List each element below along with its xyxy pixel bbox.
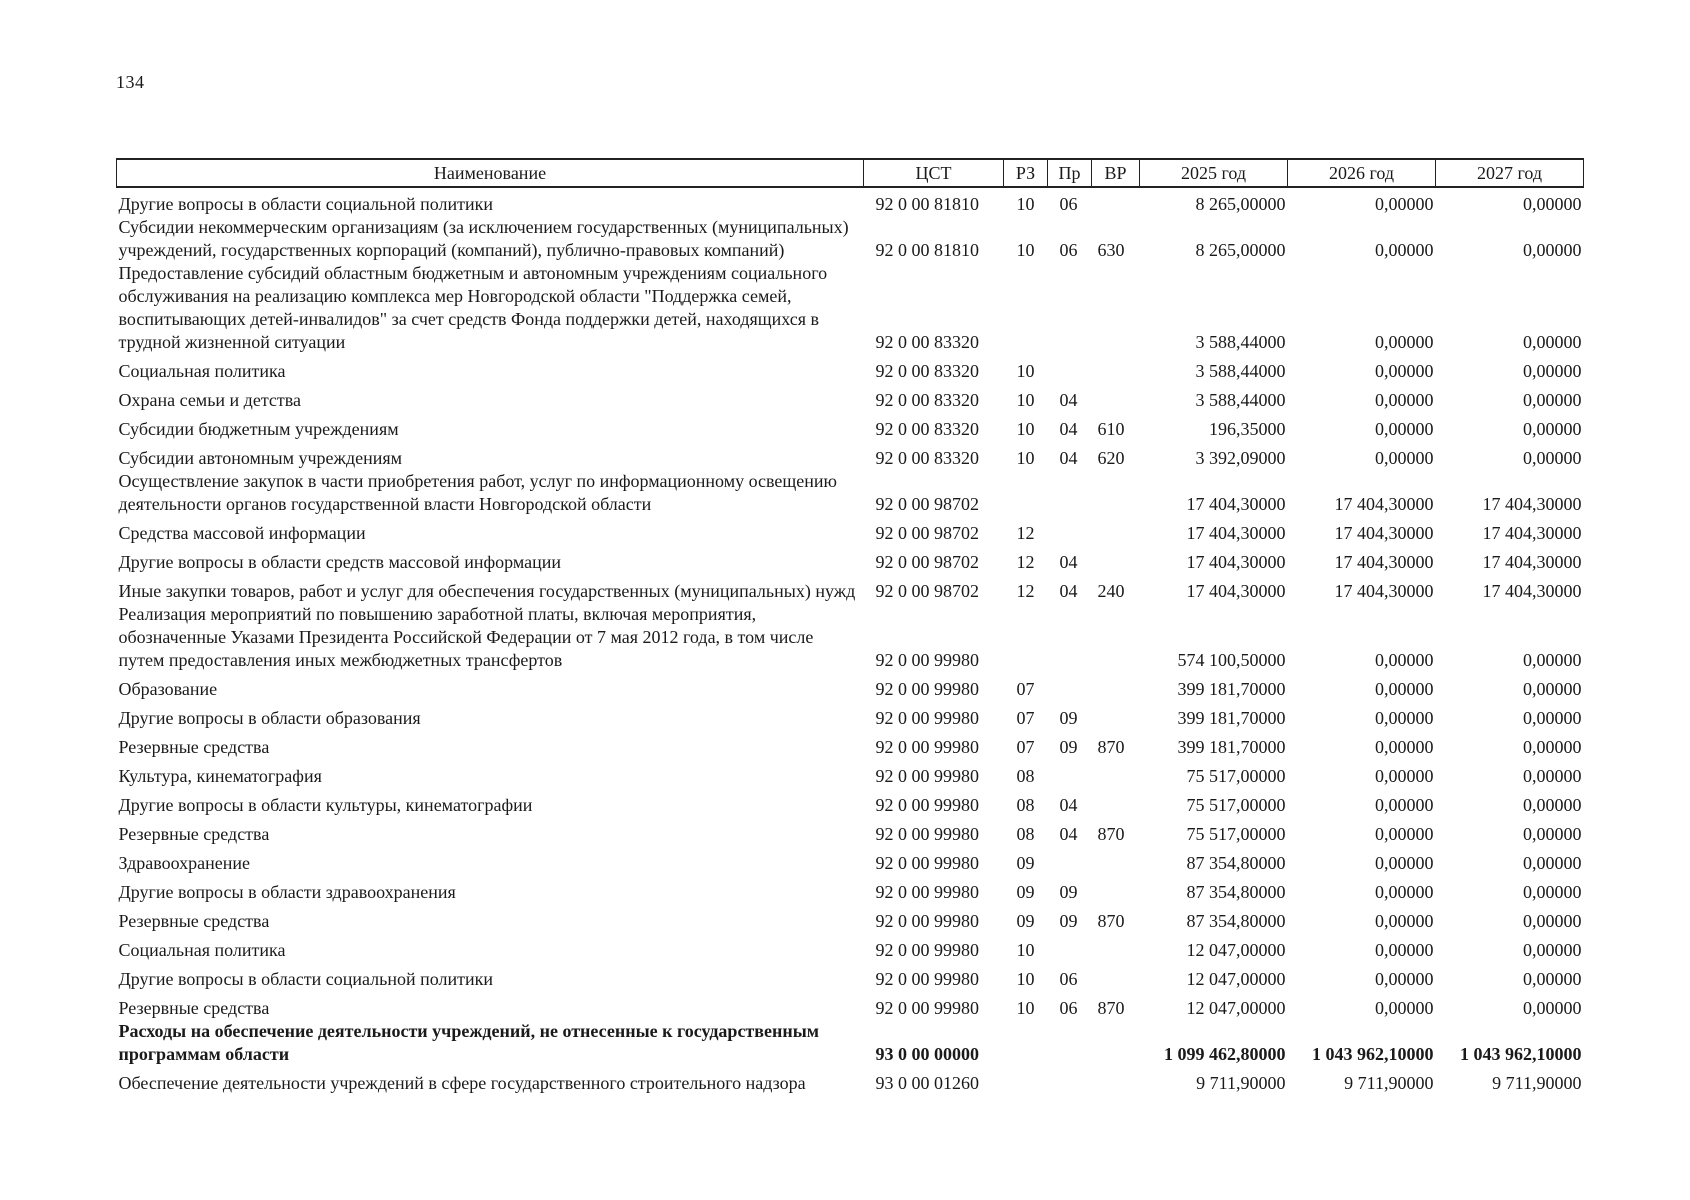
cell-rz: 10 (1016, 940, 1035, 960)
cell-name: Предоставление субсидий областным бюджетным и автономным учреждениям социального обслуживания на реализацию комплекса мер Новгородской области "Поддержка семей, воспитывающих детей-инвалидов" за счет средств Фонда поддержки детей, находящихся в трудной жизненной ситуации (118, 263, 828, 352)
cell-2026: 0,00000 (1375, 390, 1434, 410)
cell-2026: 0,00000 (1375, 708, 1434, 728)
cell-2026: 9 711,90000 (1344, 1073, 1434, 1093)
cell-vr (1092, 701, 1140, 730)
cell-2025: 9 711,90000 (1196, 1073, 1286, 1093)
cell-2025: 3 588,44000 (1195, 361, 1286, 381)
cell-cst: 92 0 00 83320 (875, 448, 979, 468)
cell-cst: 92 0 00 99980 (875, 737, 979, 757)
cell-cst: 92 0 00 99980 (875, 911, 979, 931)
cell-2025: 399 181,70000 (1177, 708, 1286, 728)
table-row (117, 516, 1584, 545)
header-vr: ВР (1092, 159, 1140, 187)
cell-rz: 10 (1016, 998, 1035, 1018)
cell-2026: 0,00000 (1375, 911, 1434, 931)
cell-2027: 0,00000 (1523, 679, 1582, 699)
cell-2025: 3 588,44000 (1195, 390, 1286, 410)
cell-cst: 92 0 00 99980 (875, 940, 979, 960)
cell-2025: 87 354,80000 (1186, 853, 1286, 873)
cell-name: Обеспечение деятельности учреждений в сфере государственного строительного надзора (118, 1073, 806, 1093)
cell-rz: 10 (1016, 194, 1035, 214)
cell-2026: 17 404,30000 (1334, 581, 1434, 601)
cell-rz (1004, 1020, 1048, 1066)
cell-2026: 0,00000 (1375, 194, 1434, 214)
cell-name: Резервные средства (118, 824, 270, 844)
cell-2027: 17 404,30000 (1482, 581, 1582, 601)
cell-vr (1092, 962, 1140, 991)
cell-rz: 10 (1016, 969, 1035, 989)
table-row (117, 788, 1584, 817)
cell-name: Другие вопросы в области средств массовой информации (118, 552, 562, 572)
cell-2025: 3 392,09000 (1195, 448, 1286, 468)
cell-2025: 75 517,00000 (1186, 824, 1286, 844)
cell-2027: 1 043 962,10000 (1460, 1044, 1582, 1064)
cell-2025: 8 265,00000 (1195, 194, 1286, 214)
cell-rz: 10 (1016, 240, 1035, 260)
cell-pr: 06 (1059, 969, 1078, 989)
cell-cst: 92 0 00 98702 (875, 494, 979, 514)
cell-pr: 09 (1059, 737, 1078, 757)
table-row (117, 672, 1584, 701)
cell-2025: 196,35000 (1209, 419, 1286, 439)
cell-rz: 10 (1016, 390, 1035, 410)
cell-2025: 17 404,30000 (1186, 494, 1286, 514)
cell-rz: 08 (1016, 766, 1035, 786)
cell-name: Здравоохранение (118, 853, 251, 873)
header-2027: 2027 год (1436, 159, 1584, 187)
cell-name: Иные закупки товаров, работ и услуг для обеспечения государственных (муниципальных) нужд (118, 581, 856, 601)
cell-pr (1048, 262, 1092, 354)
cell-2026: 0,00000 (1375, 766, 1434, 786)
cell-rz: 07 (1016, 679, 1035, 699)
cell-pr: 04 (1059, 552, 1078, 572)
cell-cst: 92 0 00 99980 (875, 998, 979, 1018)
cell-2026: 0,00000 (1375, 679, 1434, 699)
cell-rz: 09 (1016, 882, 1035, 902)
cell-vr (1092, 470, 1140, 516)
cell-2027: 17 404,30000 (1482, 523, 1582, 543)
cell-cst: 92 0 00 99980 (875, 824, 979, 844)
cell-name: Резервные средства (118, 998, 270, 1018)
cell-cst: 92 0 00 83320 (875, 361, 979, 381)
cell-vr (1092, 354, 1140, 383)
cell-rz: 10 (1016, 361, 1035, 381)
cell-2027: 0,00000 (1523, 853, 1582, 873)
page-number: 134 (116, 72, 145, 92)
cell-name: Социальная политика (118, 940, 286, 960)
cell-vr: 870 (1097, 911, 1125, 931)
cell-name: Осуществление закупок в части приобретения работ, услуг по информационному освещению деятельности органов государственной власти Новгородской области (118, 471, 837, 514)
cell-2027: 0,00000 (1523, 332, 1582, 352)
cell-name: Другие вопросы в области социальной политики (118, 969, 494, 989)
cell-name: Субсидии бюджетным учреждениям (118, 419, 399, 439)
cell-pr (1048, 846, 1092, 875)
cell-cst: 92 0 00 98702 (875, 523, 979, 543)
cell-vr (1092, 603, 1140, 672)
cell-2026: 0,00000 (1375, 332, 1434, 352)
cell-vr (1092, 516, 1140, 545)
cell-pr (1048, 603, 1092, 672)
cell-2026: 0,00000 (1375, 940, 1434, 960)
cell-cst: 92 0 00 99980 (875, 708, 979, 728)
cell-name: Другие вопросы в области культуры, кинематографии (118, 795, 533, 815)
cell-pr: 06 (1059, 194, 1078, 214)
cell-2027: 0,00000 (1523, 911, 1582, 931)
cell-2027: 9 711,90000 (1492, 1073, 1582, 1093)
table-row (117, 470, 1584, 516)
table-row (117, 603, 1584, 672)
cell-2026: 0,00000 (1375, 882, 1434, 902)
table-row (117, 545, 1584, 574)
cell-2027: 0,00000 (1523, 448, 1582, 468)
cell-rz: 10 (1016, 448, 1035, 468)
cell-cst: 92 0 00 81810 (875, 194, 979, 214)
cell-2025: 17 404,30000 (1186, 581, 1286, 601)
cell-2027: 0,00000 (1523, 361, 1582, 381)
cell-2025: 3 588,44000 (1195, 332, 1286, 352)
cell-pr: 04 (1059, 448, 1078, 468)
cell-name: Резервные средства (118, 737, 270, 757)
cell-rz: 08 (1016, 824, 1035, 844)
cell-vr: 870 (1097, 998, 1125, 1018)
table-header (117, 159, 1584, 187)
cell-cst: 92 0 00 81810 (875, 240, 979, 260)
table-row (117, 216, 1584, 262)
cell-pr: 04 (1059, 581, 1078, 601)
table-row (117, 187, 1584, 216)
cell-pr: 09 (1059, 911, 1078, 931)
cell-2025: 399 181,70000 (1177, 679, 1286, 699)
cell-rz: 09 (1016, 853, 1035, 873)
cell-rz: 10 (1016, 419, 1035, 439)
cell-cst: 92 0 00 83320 (875, 390, 979, 410)
cell-pr: 04 (1059, 419, 1078, 439)
table-row (117, 875, 1584, 904)
table-row (117, 933, 1584, 962)
cell-name: Образование (118, 679, 218, 699)
cell-2026: 0,00000 (1375, 240, 1434, 260)
cell-rz: 08 (1016, 795, 1035, 815)
cell-pr: 09 (1059, 882, 1078, 902)
header-rz: РЗ (1004, 159, 1048, 187)
cell-2027: 0,00000 (1523, 708, 1582, 728)
table-row (117, 759, 1584, 788)
cell-vr (1092, 933, 1140, 962)
table-row (117, 574, 1584, 603)
cell-vr (1092, 545, 1140, 574)
budget-table (116, 158, 1584, 1095)
cell-2025: 574 100,50000 (1177, 650, 1286, 670)
table-row (117, 441, 1584, 470)
table-row (117, 962, 1584, 991)
cell-rz: 09 (1016, 911, 1035, 931)
cell-pr (1048, 516, 1092, 545)
cell-2026: 17 404,30000 (1334, 494, 1434, 514)
cell-2027: 0,00000 (1523, 882, 1582, 902)
cell-2025: 12 047,00000 (1186, 969, 1286, 989)
cell-vr (1092, 672, 1140, 701)
cell-name: Культура, кинематография (118, 766, 322, 786)
cell-2026: 0,00000 (1375, 998, 1434, 1018)
cell-rz (1004, 262, 1048, 354)
cell-name: Реализация мероприятий по повышению заработной платы, включая мероприятия, обозначенные Указами Президента Российской Федерации от 7 мая 2012 года, в том числе путем предоставления иных межбюджетных трансфертов (118, 604, 814, 670)
cell-cst: 92 0 00 99980 (875, 882, 979, 902)
cell-cst: 92 0 00 99980 (875, 969, 979, 989)
cell-2025: 17 404,30000 (1186, 523, 1286, 543)
cell-2026: 1 043 962,10000 (1312, 1044, 1434, 1064)
cell-name: Другие вопросы в области здравоохранения (118, 882, 456, 902)
cell-2025: 8 265,00000 (1195, 240, 1286, 260)
cell-pr: 09 (1059, 708, 1078, 728)
cell-pr (1048, 1066, 1092, 1095)
cell-cst: 92 0 00 99980 (875, 795, 979, 815)
cell-rz (1004, 1066, 1048, 1095)
cell-vr (1092, 262, 1140, 354)
cell-pr (1048, 354, 1092, 383)
cell-2025: 75 517,00000 (1186, 795, 1286, 815)
cell-2027: 17 404,30000 (1482, 494, 1582, 514)
cell-2027: 17 404,30000 (1482, 552, 1582, 572)
table-row (117, 730, 1584, 759)
cell-cst: 92 0 00 99980 (875, 679, 979, 699)
cell-vr (1092, 759, 1140, 788)
header-cst: ЦСТ (864, 159, 1004, 187)
table-row (117, 412, 1584, 441)
cell-2026: 0,00000 (1375, 361, 1434, 381)
cell-name: Субсидии некоммерческим организациям (за исключением государственных (муниципальных) учреждений, государственных корпораций (компаний), публично-правовых компаний) (118, 217, 849, 260)
header-pr: Пр (1048, 159, 1092, 187)
cell-2027: 0,00000 (1523, 419, 1582, 439)
cell-vr: 870 (1097, 737, 1125, 757)
cell-2027: 0,00000 (1523, 940, 1582, 960)
cell-2027: 0,00000 (1523, 824, 1582, 844)
cell-2027: 0,00000 (1523, 240, 1582, 260)
cell-vr (1092, 846, 1140, 875)
cell-vr: 630 (1097, 240, 1125, 260)
cell-vr (1092, 1020, 1140, 1066)
cell-cst: 92 0 00 83320 (875, 332, 979, 352)
cell-vr (1092, 875, 1140, 904)
cell-cst: 92 0 00 83320 (875, 419, 979, 439)
cell-2025: 12 047,00000 (1186, 940, 1286, 960)
table-row (117, 1020, 1584, 1066)
cell-vr: 610 (1097, 419, 1125, 439)
cell-vr (1092, 788, 1140, 817)
cell-2026: 0,00000 (1375, 853, 1434, 873)
cell-pr (1048, 759, 1092, 788)
cell-name: Другие вопросы в области образования (118, 708, 421, 728)
header-2026: 2026 год (1288, 159, 1436, 187)
cell-2027: 0,00000 (1523, 737, 1582, 757)
cell-vr: 620 (1097, 448, 1125, 468)
cell-2025: 75 517,00000 (1186, 766, 1286, 786)
cell-cst: 92 0 00 99980 (875, 853, 979, 873)
cell-2026: 0,00000 (1375, 448, 1434, 468)
cell-name: Субсидии автономным учреждениям (118, 448, 403, 468)
cell-2027: 0,00000 (1523, 969, 1582, 989)
cell-name: Социальная политика (118, 361, 286, 381)
cell-pr: 06 (1059, 998, 1078, 1018)
cell-2025: 399 181,70000 (1177, 737, 1286, 757)
table-row (117, 904, 1584, 933)
cell-pr (1048, 1020, 1092, 1066)
cell-2027: 0,00000 (1523, 766, 1582, 786)
cell-cst: 92 0 00 98702 (875, 581, 979, 601)
cell-2026: 0,00000 (1375, 650, 1434, 670)
cell-pr (1048, 933, 1092, 962)
cell-rz (1004, 603, 1048, 672)
cell-name: Охрана семьи и детства (118, 390, 302, 410)
table-row (117, 383, 1584, 412)
cell-2027: 0,00000 (1523, 194, 1582, 214)
cell-pr: 06 (1059, 240, 1078, 260)
cell-cst: 92 0 00 98702 (875, 552, 979, 572)
cell-rz: 12 (1016, 552, 1035, 572)
table-row (117, 262, 1584, 354)
cell-name: Резервные средства (118, 911, 270, 931)
table-row (117, 991, 1584, 1020)
cell-2027: 0,00000 (1523, 998, 1582, 1018)
cell-2025: 87 354,80000 (1186, 911, 1286, 931)
cell-2026: 0,00000 (1375, 969, 1434, 989)
cell-2027: 0,00000 (1523, 650, 1582, 670)
cell-rz: 12 (1016, 581, 1035, 601)
cell-name: Расходы на обеспечение деятельности учреждений, не отнесенные к государственным программам области (118, 1021, 820, 1064)
cell-2026: 17 404,30000 (1334, 523, 1434, 543)
cell-2026: 0,00000 (1375, 737, 1434, 757)
cell-name: Другие вопросы в области социальной политики (118, 194, 494, 214)
table-body (117, 187, 1584, 1095)
header-2025: 2025 год (1140, 159, 1288, 187)
table-row (117, 817, 1584, 846)
cell-vr (1092, 1066, 1140, 1095)
cell-2026: 0,00000 (1375, 419, 1434, 439)
cell-rz (1004, 470, 1048, 516)
cell-cst: 92 0 00 99980 (875, 766, 979, 786)
cell-2025: 87 354,80000 (1186, 882, 1286, 902)
cell-2026: 0,00000 (1375, 795, 1434, 815)
cell-2026: 0,00000 (1375, 824, 1434, 844)
table-row (117, 846, 1584, 875)
cell-cst: 93 0 00 00000 (875, 1044, 979, 1064)
cell-pr: 04 (1059, 795, 1078, 815)
cell-pr (1048, 470, 1092, 516)
cell-pr: 04 (1059, 824, 1078, 844)
cell-pr (1048, 672, 1092, 701)
cell-vr (1092, 187, 1140, 216)
cell-2026: 17 404,30000 (1334, 552, 1434, 572)
cell-2025: 12 047,00000 (1186, 998, 1286, 1018)
cell-name: Средства массовой информации (118, 523, 366, 543)
cell-cst: 93 0 00 01260 (875, 1073, 979, 1093)
table-row (117, 701, 1584, 730)
cell-vr (1092, 383, 1140, 412)
cell-rz: 12 (1016, 523, 1035, 543)
header-name: Наименование (117, 159, 864, 187)
cell-2027: 0,00000 (1523, 390, 1582, 410)
cell-vr: 240 (1097, 581, 1125, 601)
cell-2025: 17 404,30000 (1186, 552, 1286, 572)
cell-pr: 04 (1059, 390, 1078, 410)
cell-rz: 07 (1016, 708, 1035, 728)
cell-vr: 870 (1097, 824, 1125, 844)
cell-cst: 92 0 00 99980 (875, 650, 979, 670)
cell-rz: 07 (1016, 737, 1035, 757)
cell-2025: 1 099 462,80000 (1164, 1044, 1286, 1064)
table-row (117, 1066, 1584, 1095)
cell-2027: 0,00000 (1523, 795, 1582, 815)
table-row (117, 354, 1584, 383)
